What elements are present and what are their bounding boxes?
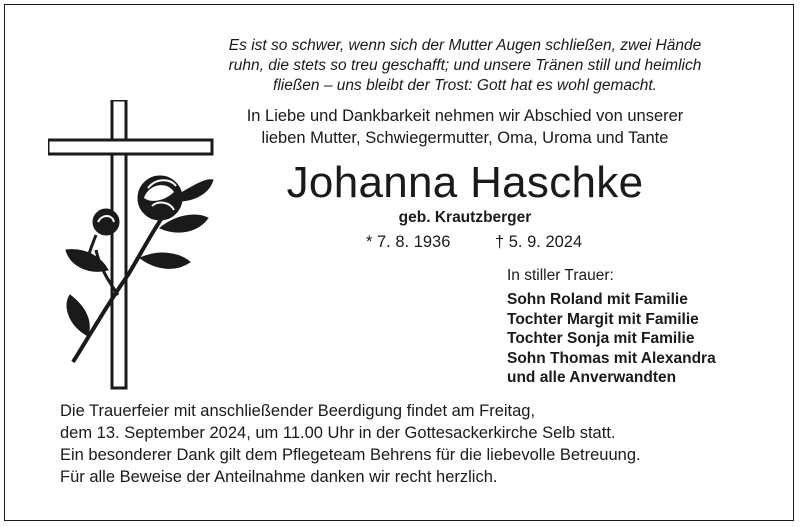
deceased-name: Johanna Haschke — [286, 158, 644, 207]
intro-line: lieben Mutter, Schwiegermutter, Oma, Uroma und Tante — [261, 129, 669, 147]
intro-line: In Liebe und Dankbarkeit nehmen wir Abschied von unserer — [246, 107, 684, 125]
funeral-info-line: Die Trauerfeier mit anschließender Beerdigung findet am Freitag, — [60, 402, 536, 420]
verse-line: fließen – uns bleibt der Trost: Gott hat es wohl gemacht. — [273, 77, 657, 94]
mourner-item: Tochter Sonja mit Familie — [507, 330, 695, 347]
mourner-item: Sohn Thomas mit Alexandra — [507, 349, 716, 367]
farewell-intro — [205, 105, 725, 149]
birth-date: * 7. 8. 1936 — [366, 233, 451, 251]
maiden-name: geb. Krautzberger — [398, 209, 532, 226]
service-notes — [60, 400, 760, 488]
cross-with-rose-artwork — [48, 100, 218, 390]
funeral-info-line: dem 13. September 2024, um 11.00 Uhr in der Gottesackerkirche Selb statt. — [60, 424, 616, 442]
memorial-verse — [205, 36, 725, 96]
verse-line: ruhn, die stets so treu geschafft; und unsere Tränen still und heimlich — [228, 57, 702, 74]
mourning-label: In stiller Trauer: — [507, 267, 614, 284]
verse-line: Es ist so schwer, wenn sich der Mutter Augen schließen, zwei Hände — [228, 37, 702, 54]
thanks-all-text: Für alle Beweise der Anteilnahme danken wir recht herzlich. — [60, 468, 498, 486]
mourner-item: und alle Anverwandten — [507, 369, 677, 386]
death-date: † 5. 9. 2024 — [495, 233, 583, 251]
mourners-list — [507, 290, 716, 388]
thanks-care-text: Ein besonderer Dank gilt dem Pflegeteam Behrens für die liebevolle Betreuung. — [60, 446, 641, 464]
mourner-item: Sohn Roland mit Familie — [507, 291, 688, 308]
mourner-item: Tochter Margit mit Familie — [507, 310, 699, 328]
rose-icon — [66, 176, 213, 362]
cross-icon — [48, 100, 212, 388]
